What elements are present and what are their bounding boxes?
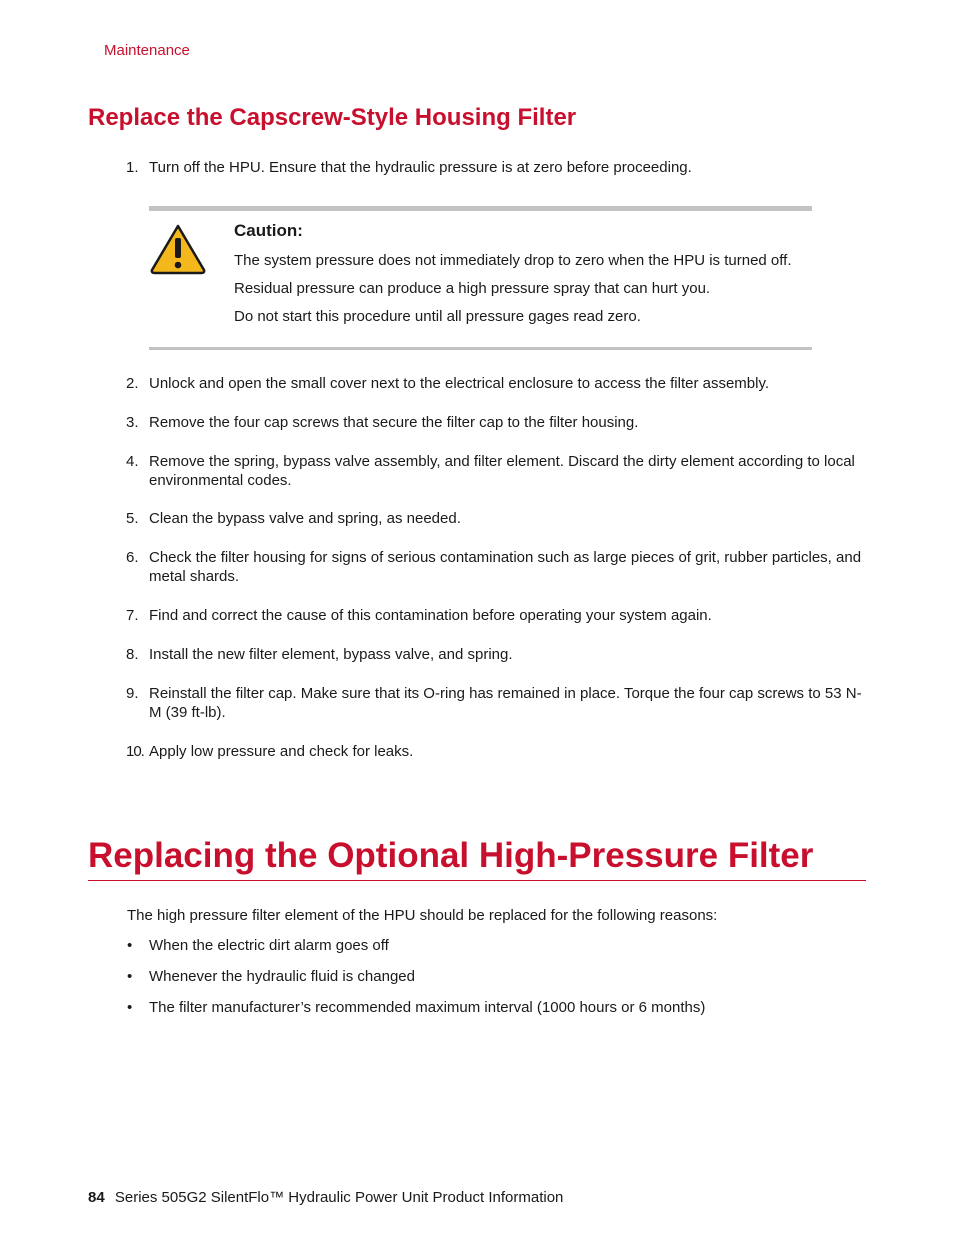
step-text: Find and correct the cause of this contamination before operating your system again. (149, 607, 712, 624)
step-text: Turn off the HPU. Ensure that the hydraulic pressure is at zero before proceeding. (149, 159, 692, 176)
bullet-item (127, 937, 389, 954)
step-number: 4. (126, 453, 139, 470)
step-number: 3. (126, 414, 139, 431)
step-text: Install the new filter element, bypass valve, and spring. (149, 646, 513, 663)
step-item (126, 742, 869, 761)
caution-line: Do not start this procedure until all pressure gages read zero. (234, 308, 641, 325)
section-heading: Replace the Capscrew-Style Housing Filter (88, 104, 577, 131)
bullet-marker: • (127, 937, 133, 954)
step-number: 6. (126, 549, 139, 566)
bullet-text: Whenever the hydraulic fluid is changed (149, 968, 415, 985)
bullet-text: When the electric dirt alarm goes off (149, 937, 389, 954)
caution-box (149, 206, 812, 350)
bullet-marker: • (127, 999, 133, 1016)
step-text: Remove the spring, bypass valve assembly, and filter element. Discard the dirty element according to local environmental codes. (149, 453, 855, 489)
step-item (126, 509, 869, 528)
step-number: 1. (126, 159, 139, 176)
caution-title: Caution: (234, 221, 303, 240)
intro-paragraph: The high pressure filter element of the HPU should be replaced for the following reasons: (127, 907, 718, 924)
bullet-item (127, 968, 415, 985)
running-header: Maintenance (104, 42, 190, 59)
step-item (126, 548, 869, 586)
step-text: Reinstall the filter cap. Make sure that its O-ring has remained in place. Torque the four cap screws to 53 N-M (39 ft-lb). (149, 685, 862, 721)
step-item (126, 413, 869, 432)
step-item (126, 606, 869, 625)
step-text: Clean the bypass valve and spring, as needed. (149, 510, 461, 527)
chapter-heading: Replacing the Optional High-Pressure Filter (88, 836, 814, 875)
step-item (126, 452, 869, 490)
step-item (126, 645, 869, 664)
heading-rule (88, 880, 866, 881)
page-footer (88, 1189, 563, 1206)
step-number: 2. (126, 375, 139, 392)
step-number: 5. (126, 510, 139, 527)
bullet-item (127, 999, 706, 1016)
step-text: Check the filter housing for signs of serious contamination such as large pieces of grit, rubber particles, and metal shards. (149, 549, 862, 585)
step-text: Apply low pressure and check for leaks. (149, 743, 414, 760)
step-number: 7. (126, 607, 139, 624)
step-item (126, 158, 869, 177)
step-item (126, 684, 869, 722)
step-number: 9. (126, 685, 139, 702)
step-text: Remove the four cap screws that secure the filter cap to the filter housing. (149, 414, 639, 431)
warning-triangle-icon (149, 223, 207, 275)
step-number: 8. (126, 646, 139, 663)
caution-line: The system pressure does not immediately drop to zero when the HPU is turned off. (234, 252, 792, 269)
step-text: Unlock and open the small cover next to the electrical enclosure to access the filter assembly. (149, 375, 770, 392)
caution-line: Residual pressure can produce a high pressure spray that can hurt you. (234, 280, 711, 297)
bullet-text: The filter manufacturer’s recommended maximum interval (1000 hours or 6 months) (149, 999, 706, 1016)
bullet-marker: • (127, 968, 133, 985)
document-title: Series 505G2 SilentFlo™ Hydraulic Power Unit Product Information (114, 1189, 564, 1206)
step-item (126, 374, 869, 393)
step-number: 10. (126, 743, 144, 760)
page-number: 84 (88, 1189, 105, 1206)
